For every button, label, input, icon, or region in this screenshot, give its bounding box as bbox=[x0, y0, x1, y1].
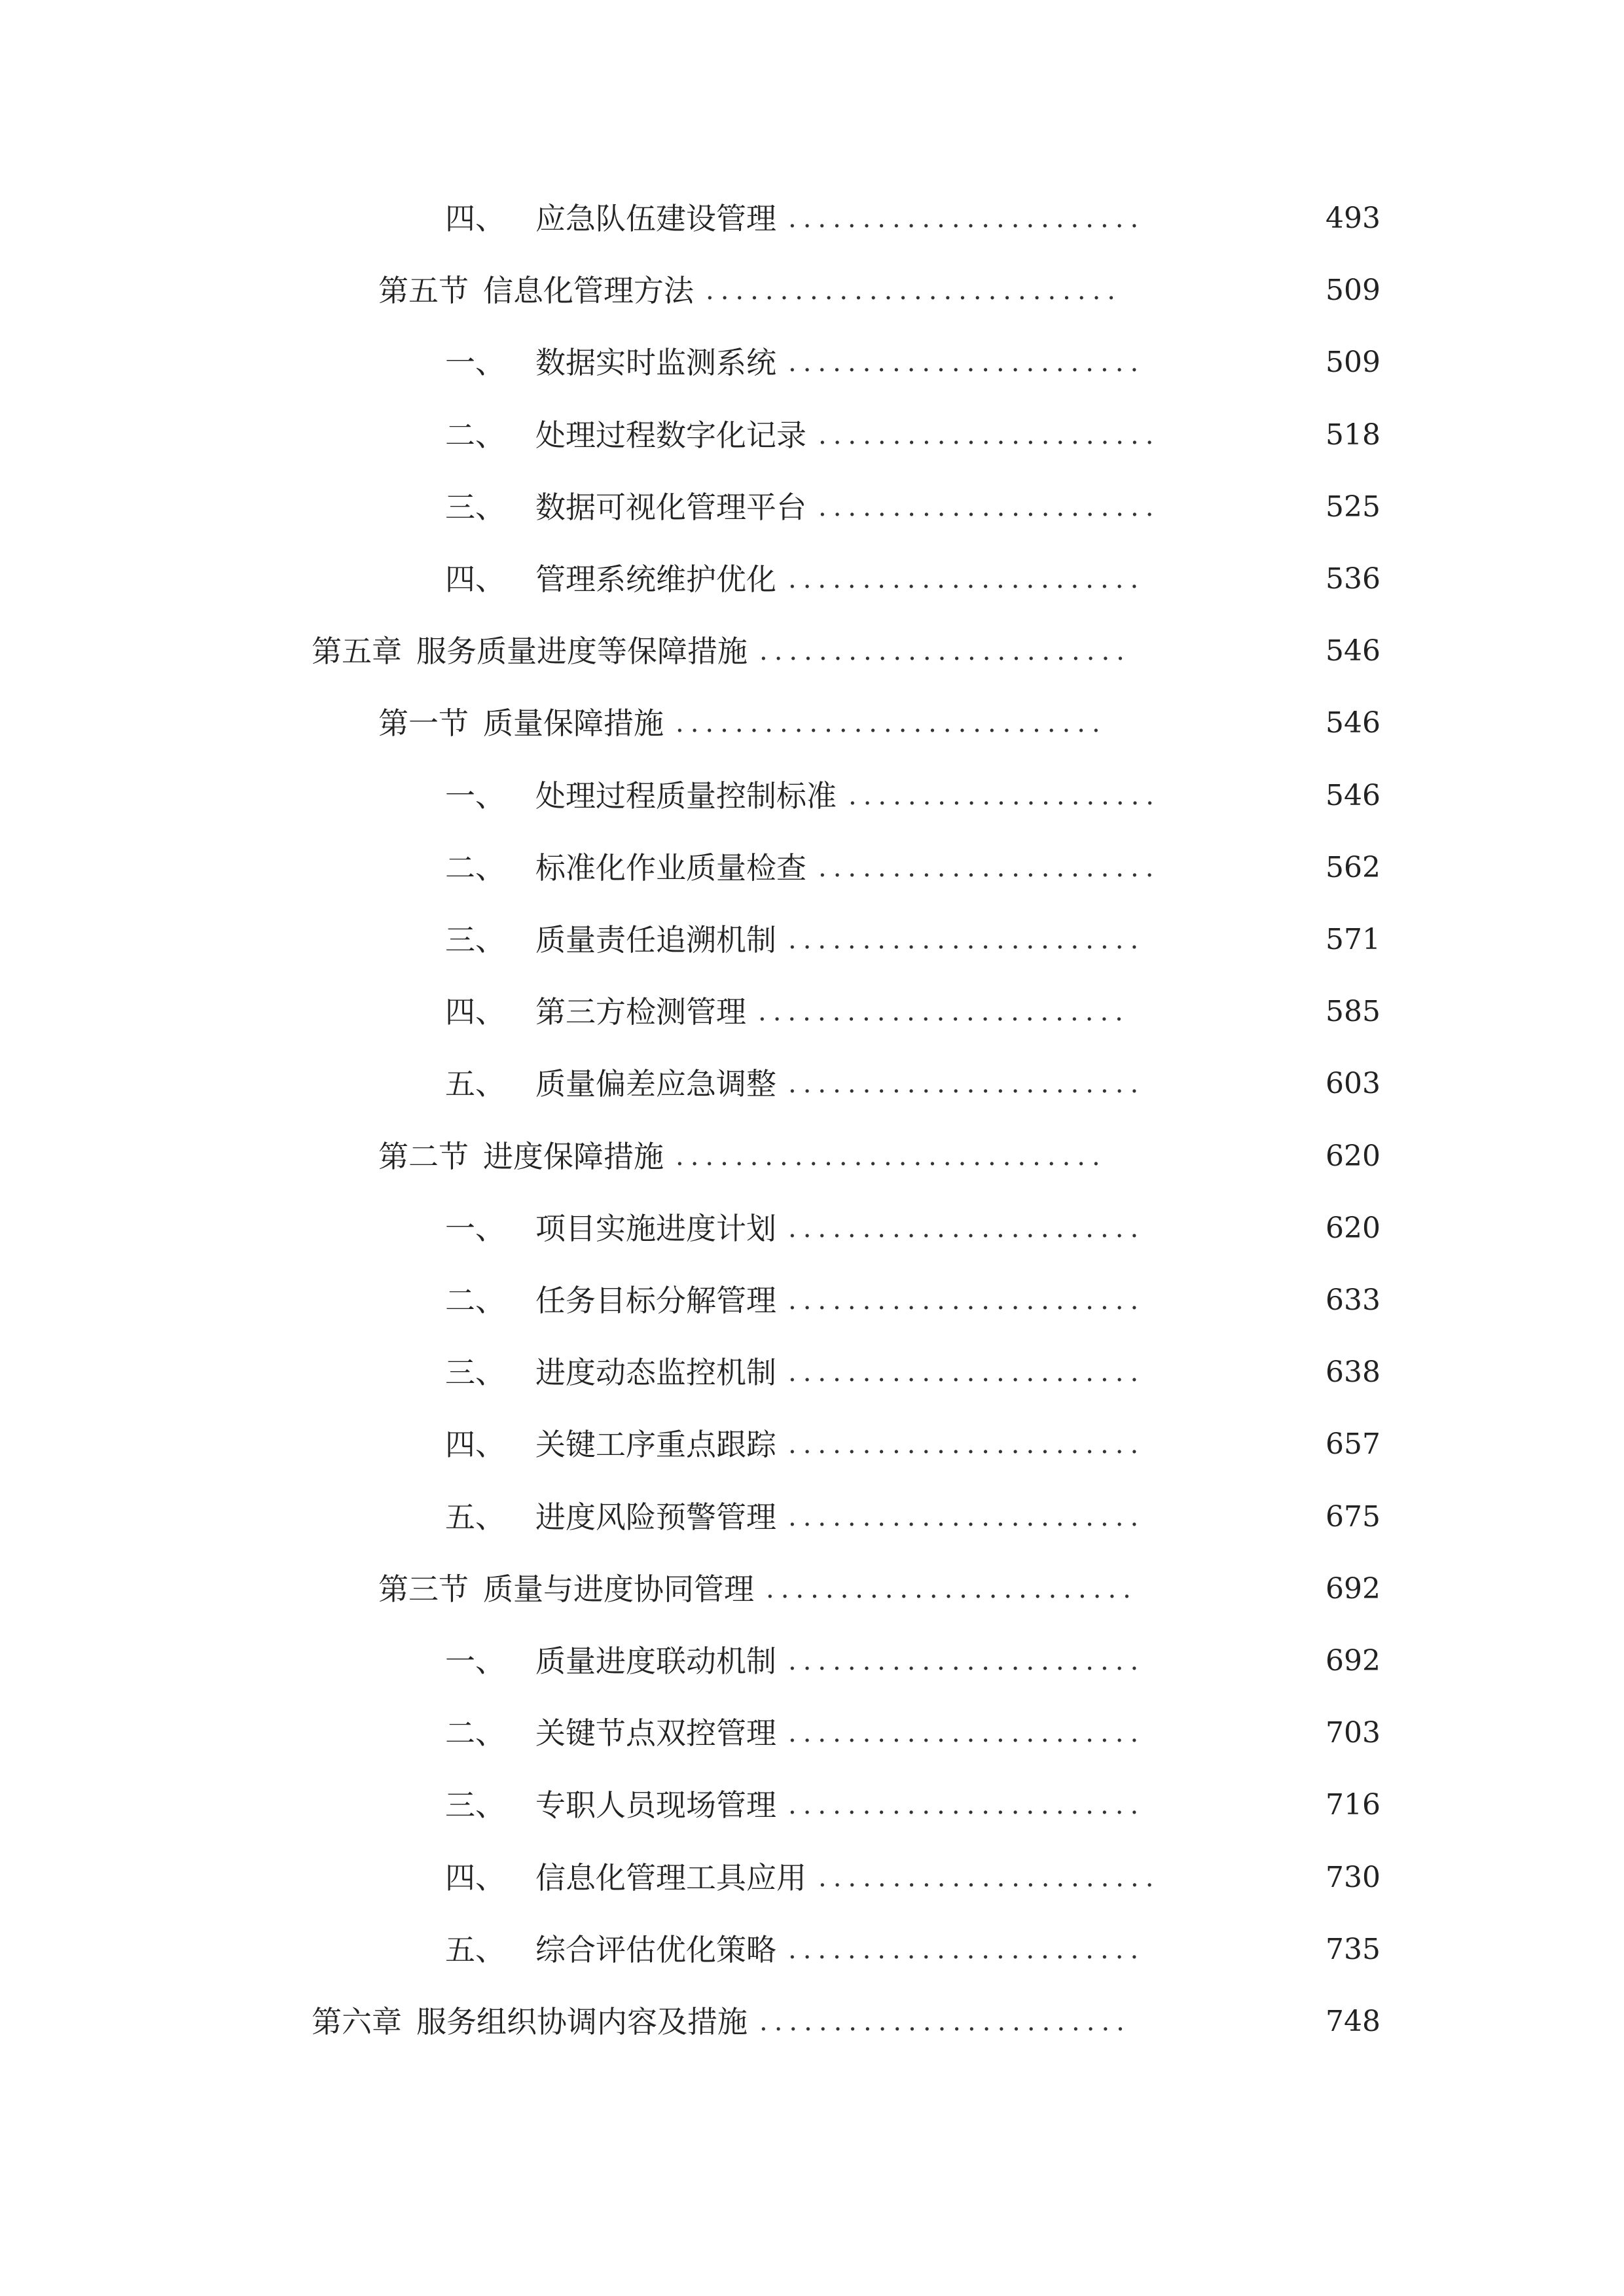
toc-dot-leader: ............................ bbox=[706, 276, 1123, 306]
toc-entry-page-number: 692 bbox=[1326, 1644, 1380, 1677]
toc-dot-leader: ......................... bbox=[759, 2007, 1131, 2037]
toc-entry-number: 一、 bbox=[445, 1643, 505, 1679]
toc-entry[interactable] bbox=[0, 615, 1624, 687]
toc-entry-heading bbox=[445, 1481, 776, 1553]
toc-entry-page-number: 546 bbox=[1326, 778, 1380, 812]
toc-entry-title: 质量责任追溯机制 bbox=[535, 922, 776, 958]
toc-entry[interactable] bbox=[0, 1193, 1624, 1265]
toc-entry[interactable] bbox=[0, 687, 1624, 759]
toc-dot-leader: ......................... bbox=[759, 636, 1131, 667]
toc-entry-page-number: 692 bbox=[1326, 1571, 1380, 1605]
toc-entry-heading bbox=[445, 327, 776, 399]
toc-entry-number: 二、 bbox=[445, 850, 505, 886]
toc-entry-heading bbox=[445, 1769, 776, 1841]
toc-entry-heading bbox=[445, 1048, 776, 1120]
toc-entry-page-number: 657 bbox=[1326, 1427, 1380, 1462]
toc-entry-title: 处理过程质量控制标准 bbox=[535, 778, 837, 814]
toc-entry-heading bbox=[445, 1842, 806, 1914]
toc-dot-leader: ....................... bbox=[818, 420, 1161, 450]
toc-entry-page-number: 546 bbox=[1326, 706, 1380, 740]
toc-entry-heading bbox=[445, 1193, 776, 1265]
toc-dot-leader: ........................ bbox=[788, 925, 1146, 955]
toc-entry-heading bbox=[378, 687, 664, 759]
toc-entry-page-number: 633 bbox=[1326, 1283, 1380, 1317]
toc-entry[interactable] bbox=[0, 183, 1624, 255]
toc-entry-page-number: 509 bbox=[1326, 274, 1380, 308]
toc-entry-heading bbox=[445, 471, 806, 543]
toc-entry-heading bbox=[445, 904, 776, 976]
toc-dot-leader: ........................ bbox=[788, 1790, 1146, 1821]
toc-entry[interactable] bbox=[0, 327, 1624, 399]
toc-entry-page-number: 525 bbox=[1326, 490, 1380, 524]
toc-dot-leader: ........................ bbox=[788, 1285, 1146, 1316]
toc-dot-leader: ........................ bbox=[788, 1429, 1146, 1460]
toc-entry-title: 服务组织协调内容及措施 bbox=[416, 2004, 748, 2039]
toc-dot-leader: ............................. bbox=[676, 708, 1107, 739]
toc-entry[interactable] bbox=[0, 471, 1624, 543]
toc-entry[interactable] bbox=[0, 1408, 1624, 1480]
toc-dot-leader: ............................. bbox=[676, 1141, 1107, 1172]
toc-entry-heading bbox=[445, 1336, 776, 1408]
toc-entry-heading bbox=[445, 183, 776, 255]
toc-entry[interactable] bbox=[0, 760, 1624, 832]
toc-entry-title: 第三方检测管理 bbox=[535, 994, 746, 1030]
toc-entry-title: 关键工序重点跟踪 bbox=[535, 1427, 776, 1463]
toc-dot-leader: ......................... bbox=[766, 1573, 1138, 1604]
toc-entry-page-number: 585 bbox=[1326, 995, 1380, 1029]
toc-entry-title: 质量偏差应急调整 bbox=[535, 1066, 776, 1102]
toc-entry[interactable] bbox=[0, 1265, 1624, 1336]
toc-entry-title: 质量与进度协同管理 bbox=[483, 1571, 754, 1607]
toc-entry-number: 二、 bbox=[445, 417, 505, 453]
toc-entry-number: 四、 bbox=[445, 994, 505, 1030]
toc-entry-title: 质量进度联动机制 bbox=[535, 1643, 776, 1679]
toc-entry[interactable] bbox=[0, 255, 1624, 327]
toc-entry-title: 服务质量进度等保障措施 bbox=[416, 634, 748, 670]
toc-entry-page-number: 603 bbox=[1326, 1067, 1380, 1101]
toc-entry-number: 第三节 bbox=[378, 1571, 469, 1607]
toc-entry-title: 应急队伍建设管理 bbox=[535, 201, 776, 236]
toc-dot-leader: ........................ bbox=[788, 1646, 1146, 1676]
toc-entry[interactable] bbox=[0, 1625, 1624, 1697]
toc-entry-page-number: 562 bbox=[1326, 850, 1380, 884]
toc-entry-page-number: 509 bbox=[1326, 346, 1380, 380]
toc-entry-title: 质量保障措施 bbox=[483, 706, 664, 742]
toc-entry-page-number: 730 bbox=[1326, 1860, 1380, 1894]
toc-entry-title: 综合评估优化策略 bbox=[535, 1931, 776, 1967]
toc-entry-heading bbox=[378, 1121, 664, 1193]
toc-entry[interactable] bbox=[0, 1986, 1624, 2058]
toc-entry-number: 三、 bbox=[445, 1787, 505, 1823]
toc-entry-page-number: 703 bbox=[1326, 1716, 1380, 1750]
toc-entry[interactable] bbox=[0, 1553, 1624, 1625]
toc-entry-number: 第五章 bbox=[312, 634, 402, 670]
toc-entry-title: 进度保障措施 bbox=[483, 1138, 664, 1174]
toc-entry-title: 标准化作业质量检查 bbox=[535, 850, 806, 886]
toc-entry-number: 四、 bbox=[445, 201, 505, 236]
toc-entry-title: 数据实时监测系统 bbox=[535, 345, 776, 381]
toc-entry[interactable] bbox=[0, 1697, 1624, 1769]
toc-entry[interactable] bbox=[0, 1121, 1624, 1193]
toc-entry-number: 一、 bbox=[445, 778, 505, 814]
toc-dot-leader: ........................ bbox=[788, 1357, 1146, 1388]
toc-entry-title: 进度风险预警管理 bbox=[535, 1499, 776, 1535]
toc-entry[interactable] bbox=[0, 543, 1624, 615]
toc-dot-leader: ........................ bbox=[788, 1501, 1146, 1532]
toc-dot-leader: ........................ bbox=[788, 1213, 1146, 1244]
toc-entry-title: 信息化管理工具应用 bbox=[535, 1859, 806, 1895]
toc-entry-page-number: 620 bbox=[1326, 1139, 1380, 1173]
toc-entry-page-number: 748 bbox=[1326, 2005, 1380, 2038]
toc-entry-number: 三、 bbox=[445, 922, 505, 958]
toc-entry[interactable] bbox=[0, 976, 1624, 1048]
toc-entry-page-number: 536 bbox=[1326, 562, 1380, 596]
toc-entry[interactable] bbox=[0, 1769, 1624, 1841]
toc-dot-leader: ........................ bbox=[788, 348, 1146, 378]
toc-dot-leader: ........................ bbox=[788, 1718, 1146, 1749]
toc-entry-number: 第六章 bbox=[312, 2004, 402, 2039]
toc-entry-number: 二、 bbox=[445, 1283, 505, 1318]
toc-entry-heading bbox=[445, 760, 837, 832]
toc-entry[interactable] bbox=[0, 1914, 1624, 1986]
toc-dot-leader: ........................ bbox=[788, 564, 1146, 594]
toc-entry-number: 五、 bbox=[445, 1066, 505, 1102]
toc-dot-leader: ......................... bbox=[758, 997, 1130, 1028]
toc-entry[interactable] bbox=[0, 1336, 1624, 1408]
toc-dot-leader: ........................ bbox=[788, 204, 1146, 234]
toc-entry-heading bbox=[445, 1697, 776, 1769]
toc-entry-page-number: 620 bbox=[1326, 1211, 1380, 1245]
toc-entry-number: 第五节 bbox=[378, 273, 469, 309]
toc-dot-leader: ....................... bbox=[818, 492, 1161, 522]
toc-entry-title: 项目实施进度计划 bbox=[535, 1210, 776, 1246]
toc-entry-number: 三、 bbox=[445, 489, 505, 525]
toc-entry-title: 进度动态监控机制 bbox=[535, 1355, 776, 1391]
toc-entry-title: 专职人员现场管理 bbox=[535, 1787, 776, 1823]
toc-dot-leader: ..................... bbox=[848, 780, 1161, 811]
toc-entry-number: 四、 bbox=[445, 562, 505, 597]
toc-entry-title: 管理系统维护优化 bbox=[535, 562, 776, 597]
toc-entry[interactable] bbox=[0, 1048, 1624, 1120]
toc-entry-page-number: 716 bbox=[1326, 1788, 1380, 1822]
toc-entry-heading bbox=[445, 1625, 776, 1697]
toc-entry-number: 五、 bbox=[445, 1499, 505, 1535]
toc-entry-page-number: 735 bbox=[1326, 1932, 1380, 1966]
toc-dot-leader: ....................... bbox=[818, 852, 1161, 883]
toc-entry-page-number: 546 bbox=[1326, 634, 1380, 668]
toc-entry-heading bbox=[445, 543, 776, 615]
toc-entry-page-number: 518 bbox=[1326, 418, 1380, 452]
toc-entry-title: 任务目标分解管理 bbox=[535, 1283, 776, 1318]
toc-entry-heading bbox=[445, 1914, 776, 1986]
toc-entry-page-number: 571 bbox=[1326, 923, 1380, 956]
toc-entry-heading bbox=[312, 615, 748, 687]
toc-entry-number: 一、 bbox=[445, 345, 505, 381]
toc-entry[interactable] bbox=[0, 399, 1624, 471]
toc-entry[interactable] bbox=[0, 904, 1624, 976]
toc-entry-title: 处理过程数字化记录 bbox=[535, 417, 806, 453]
toc-entry-title: 关键节点双控管理 bbox=[535, 1715, 776, 1751]
toc-entry[interactable] bbox=[0, 1481, 1624, 1553]
toc-entry-heading bbox=[445, 832, 806, 904]
toc-entry-number: 二、 bbox=[445, 1715, 505, 1751]
toc-entry-heading bbox=[445, 976, 746, 1048]
toc-entry-title: 信息化管理方法 bbox=[483, 273, 694, 309]
toc-entry-heading bbox=[312, 1986, 748, 2058]
toc-dot-leader: ........................ bbox=[788, 1934, 1146, 1965]
toc-entry-number: 一、 bbox=[445, 1210, 505, 1246]
toc-entry-heading bbox=[445, 399, 806, 471]
toc-entry-number: 四、 bbox=[445, 1859, 505, 1895]
toc-entry-heading bbox=[378, 1553, 754, 1625]
toc-entry-page-number: 493 bbox=[1326, 202, 1380, 235]
toc-entry-title: 数据可视化管理平台 bbox=[535, 489, 806, 525]
toc-entry-heading bbox=[445, 1265, 776, 1336]
toc-entry-page-number: 675 bbox=[1326, 1499, 1380, 1534]
toc-entry-number: 第二节 bbox=[378, 1138, 469, 1174]
toc-entry-number: 五、 bbox=[445, 1931, 505, 1967]
toc-entry-heading bbox=[445, 1408, 776, 1480]
toc-entry-number: 三、 bbox=[445, 1355, 505, 1391]
toc-entry-heading bbox=[378, 255, 694, 327]
toc-entry[interactable] bbox=[0, 1842, 1624, 1914]
toc-dot-leader: ........................ bbox=[788, 1069, 1146, 1100]
toc-entry[interactable] bbox=[0, 832, 1624, 904]
toc-entry-number: 四、 bbox=[445, 1427, 505, 1463]
toc-entry-page-number: 638 bbox=[1326, 1355, 1380, 1390]
toc-dot-leader: ....................... bbox=[818, 1862, 1161, 1893]
toc-entry-number: 第一节 bbox=[378, 706, 469, 742]
